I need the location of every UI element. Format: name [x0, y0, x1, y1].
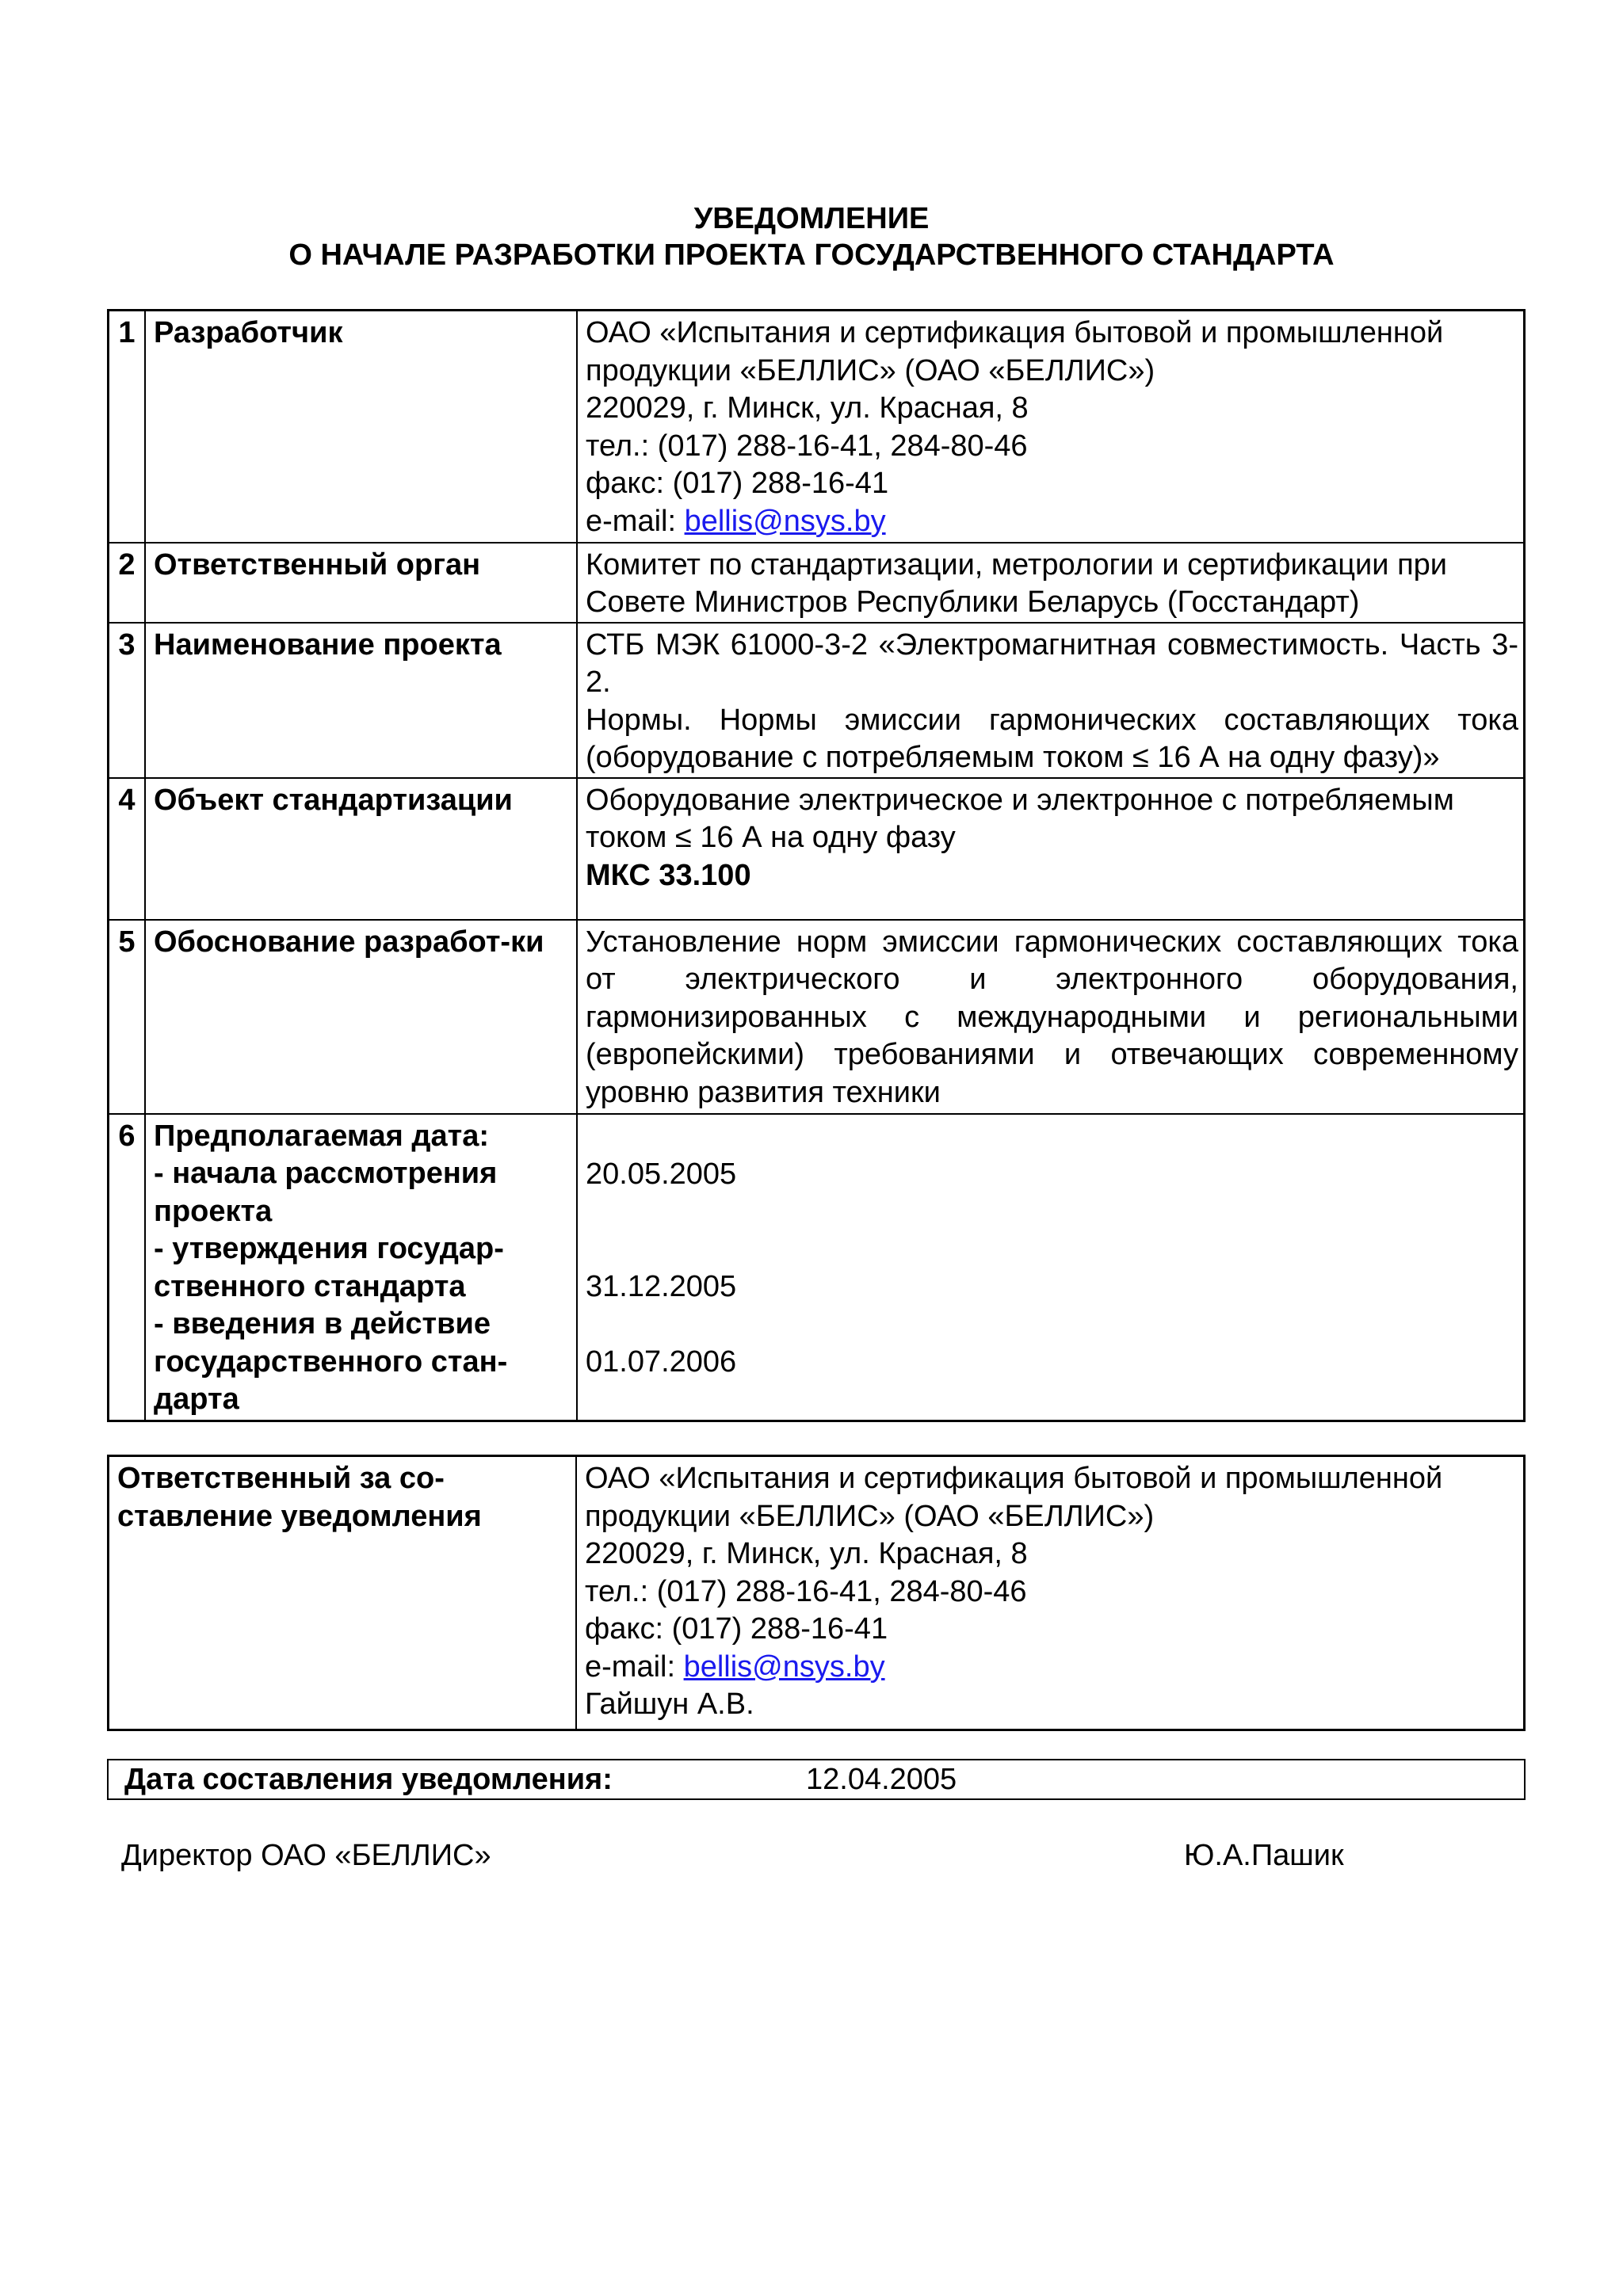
signatory-name: Ю.А.Пашик — [1184, 1839, 1344, 1872]
dates-heading: Предполагаемая дата: — [154, 1119, 489, 1153]
responsible-label: Ответственный за со-ставление уведомления — [109, 1456, 577, 1730]
standardization-object-value — [577, 778, 1525, 920]
table-row — [109, 1456, 1525, 1730]
responsible-phone: тел.: (017) 288-16-41, 284-80-46 — [585, 1574, 1027, 1608]
compilation-date-label: Дата составления уведомления: — [124, 1763, 613, 1796]
table-row — [109, 1114, 1525, 1421]
table-row — [109, 623, 1525, 778]
document-subtitle: О НАЧАЛЕ РАЗРАБОТКИ ПРОЕКТА ГОСУДАРСТВЕННОГО СТАНДАРТА — [288, 238, 1335, 272]
developer-address: 220029, г. Минск, ул. Красная, 8 — [586, 391, 1029, 425]
date-start-value: 20.05.2005 — [586, 1157, 737, 1191]
row-label: Наименование проекта — [145, 623, 577, 778]
date-start-label: - начала рассмотрения проекта — [154, 1157, 498, 1228]
notice-table — [107, 309, 1526, 1422]
responsible-fax: факс: (017) 288-16-41 — [585, 1612, 888, 1646]
responsible-email-line — [585, 1649, 1518, 1687]
mks-code: МКС 33.100 — [586, 858, 751, 892]
responsible-org: ОАО «Испытания и сертификация бытовой и промышленной продукции «БЕЛЛИС» (ОАО «БЕЛЛИС») — [585, 1462, 1443, 1533]
project-name-line1: СТБ МЭК 61000-3-2 «Электромагнитная совместимость. Часть 3-2. — [586, 627, 1518, 699]
object-description: Оборудование электрическое и электронное с потребляемым током ≤ 16 А на одну фазу — [586, 783, 1454, 854]
row-label: Обоснование разработ-ки — [145, 920, 577, 1114]
row-number: 4 — [109, 778, 146, 920]
responsible-person: Гайшун А.В. — [585, 1688, 754, 1721]
developer-fax: факс: (017) 288-16-41 — [586, 467, 889, 500]
row-label — [145, 1114, 577, 1421]
justification-value: Установление норм эмиссии гармонических составляющих тока от электрического и электронного оборудования, гармонизированных с международными и региональными (европейскими) требованиями и отвечающих современному уровню развития техники — [577, 920, 1525, 1114]
project-name-line2: Нормы. Нормы эмиссии гармонических составляющих тока (оборудование с потребляемым током ≤ 16 А на одну фазу)» — [586, 703, 1518, 774]
developer-value — [577, 311, 1525, 543]
email-link[interactable]: bellis@nsys.by — [683, 1650, 885, 1684]
email-link[interactable]: bellis@nsys.by — [684, 504, 886, 538]
date-approve-value: 31.12.2005 — [586, 1269, 737, 1303]
row-label: Ответственный орган — [145, 543, 577, 623]
project-name-value — [577, 623, 1525, 778]
date-effect-value: 01.07.2006 — [586, 1344, 737, 1379]
table-row — [109, 778, 1525, 920]
row-number: 6 — [109, 1114, 146, 1421]
row-label: Разработчик — [145, 311, 577, 543]
signatory-position: Директор ОАО «БЕЛЛИС» — [121, 1839, 491, 1872]
developer-email-line — [586, 503, 1518, 541]
dates-value — [577, 1114, 1525, 1421]
developer-org: ОАО «Испытания и сертификация бытовой и промышленной продукции «БЕЛЛИС» (ОАО «БЕЛЛИС») — [586, 316, 1444, 387]
table-row — [109, 543, 1525, 623]
date-approve-label: - утверждения государ-ственного стандарта — [154, 1232, 504, 1303]
email-prefix: e-mail: — [585, 1650, 684, 1684]
row-number: 5 — [109, 920, 146, 1114]
row-number: 2 — [109, 543, 146, 623]
row-label: Объект стандартизации — [145, 778, 577, 920]
responsible-address: 220029, г. Минск, ул. Красная, 8 — [585, 1537, 1028, 1570]
row-number: 1 — [109, 311, 146, 543]
responsible-body-value: Комитет по стандартизации, метрологии и сертификации при Совете Министров Республики Беларусь (Госстандарт) — [577, 543, 1525, 623]
document-title: УВЕДОМЛЕНИЕ — [693, 202, 930, 235]
compilation-date-box — [107, 1759, 1526, 1800]
developer-phone: тел.: (017) 288-16-41, 284-80-46 — [586, 429, 1028, 463]
row-number: 3 — [109, 623, 146, 778]
table-row — [109, 311, 1525, 543]
table-row — [109, 920, 1525, 1114]
compilation-date-value: 12.04.2005 — [806, 1763, 957, 1796]
date-effect-label: - введения в действие государственного стан-дарта — [154, 1307, 508, 1416]
responsible-table — [107, 1455, 1526, 1731]
email-prefix: e-mail: — [586, 504, 685, 538]
responsible-value — [576, 1456, 1525, 1730]
